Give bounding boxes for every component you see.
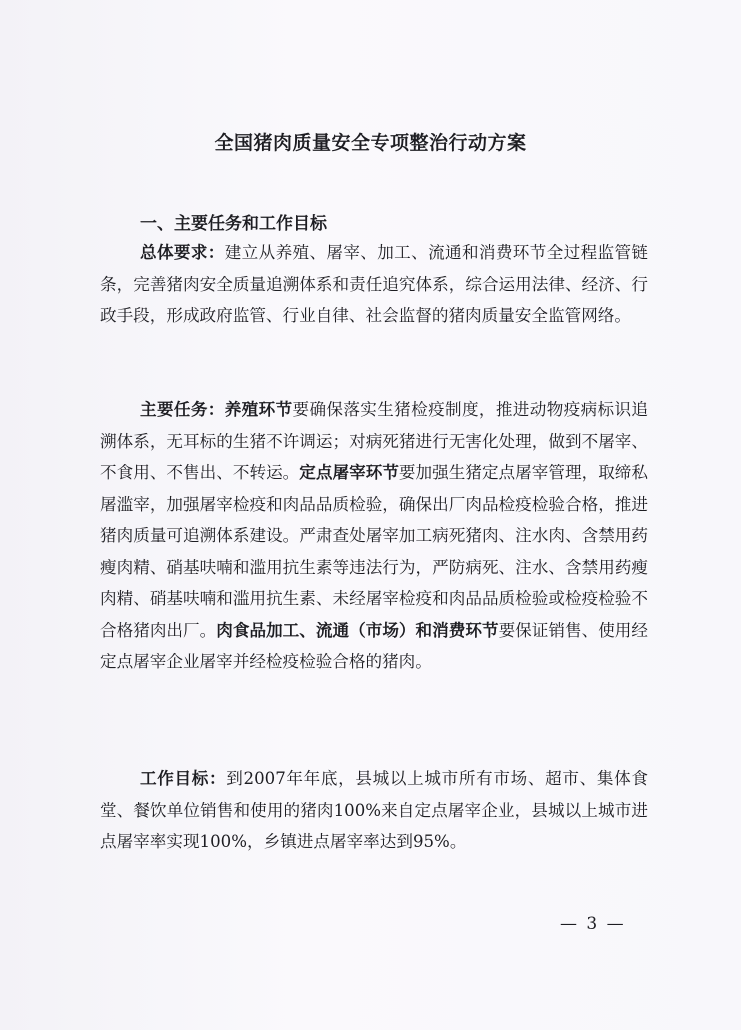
paragraph-lead: 工作目标： — [140, 768, 227, 788]
paragraph-work-goals — [100, 763, 648, 858]
paragraph-text: 要确保落实生猪检疫制度，推进动物疫病标识追溯体系，无耳标的生猪不许调运；对病死猪进行无害化处理，做到不屠宰、不食用、不售出、不转运。 — [100, 400, 649, 482]
paragraph-overall-requirements — [100, 237, 648, 332]
paragraph-main-tasks — [100, 394, 648, 678]
document-title: 全国猪肉质量安全专项整治行动方案 — [214, 132, 527, 154]
page-number: — 3 — — [560, 914, 626, 934]
bold-term-processing: 肉食品加工、流通（市场）和消费环节 — [216, 619, 499, 640]
paragraph-lead: 总体要求： — [140, 242, 225, 262]
paragraph-text: 建立从养殖、屠宰、加工、流通和消费环节全过程监管链条，完善猪肉安全质量追溯体系和责任追究体系，综合运用法律、经济、行政手段，形成政府监管、行业自律、社会监督的猪肉质量安全监管网络。 — [100, 243, 649, 325]
section-heading: 一、主要任务和工作目标 — [140, 214, 327, 234]
paragraph-lead: 主要任务： — [140, 399, 225, 419]
paragraph-text: 要加强生猪定点屠宰管理，取缔私屠滥宰，加强屠宰检疫和肉品品质检验，确保出厂肉品检疫检验合格，推进猪肉质量可追溯体系建设。严肃查处屠宰加工病死猪肉、注水肉、含禁用药瘦肉精、硝基呋喃和滥用抗生素等违法行为，严防病死、注水、含禁用药瘦肉精、硝基呋喃和滥用抗生素、未经屠宰检疫和肉品品质检验或检疫检验不合格猪肉出厂。 — [100, 463, 649, 640]
paragraph-text: 到2007年年底，县城以上城市所有市场、超市、集体食堂、餐饮单位销售和使用的猪肉100%来自定点屠宰企业，县城以上城市进点屠宰率实现100%，乡镇进点屠宰率达到95%。 — [100, 769, 649, 851]
bold-term-breeding: 养殖环节 — [224, 399, 293, 419]
bold-term-slaughter: 定点屠宰环节 — [299, 462, 399, 482]
paragraph-text: 要保证销售、使用经定点屠宰企业屠宰并经检疫检验合格的猪肉。 — [100, 620, 649, 671]
